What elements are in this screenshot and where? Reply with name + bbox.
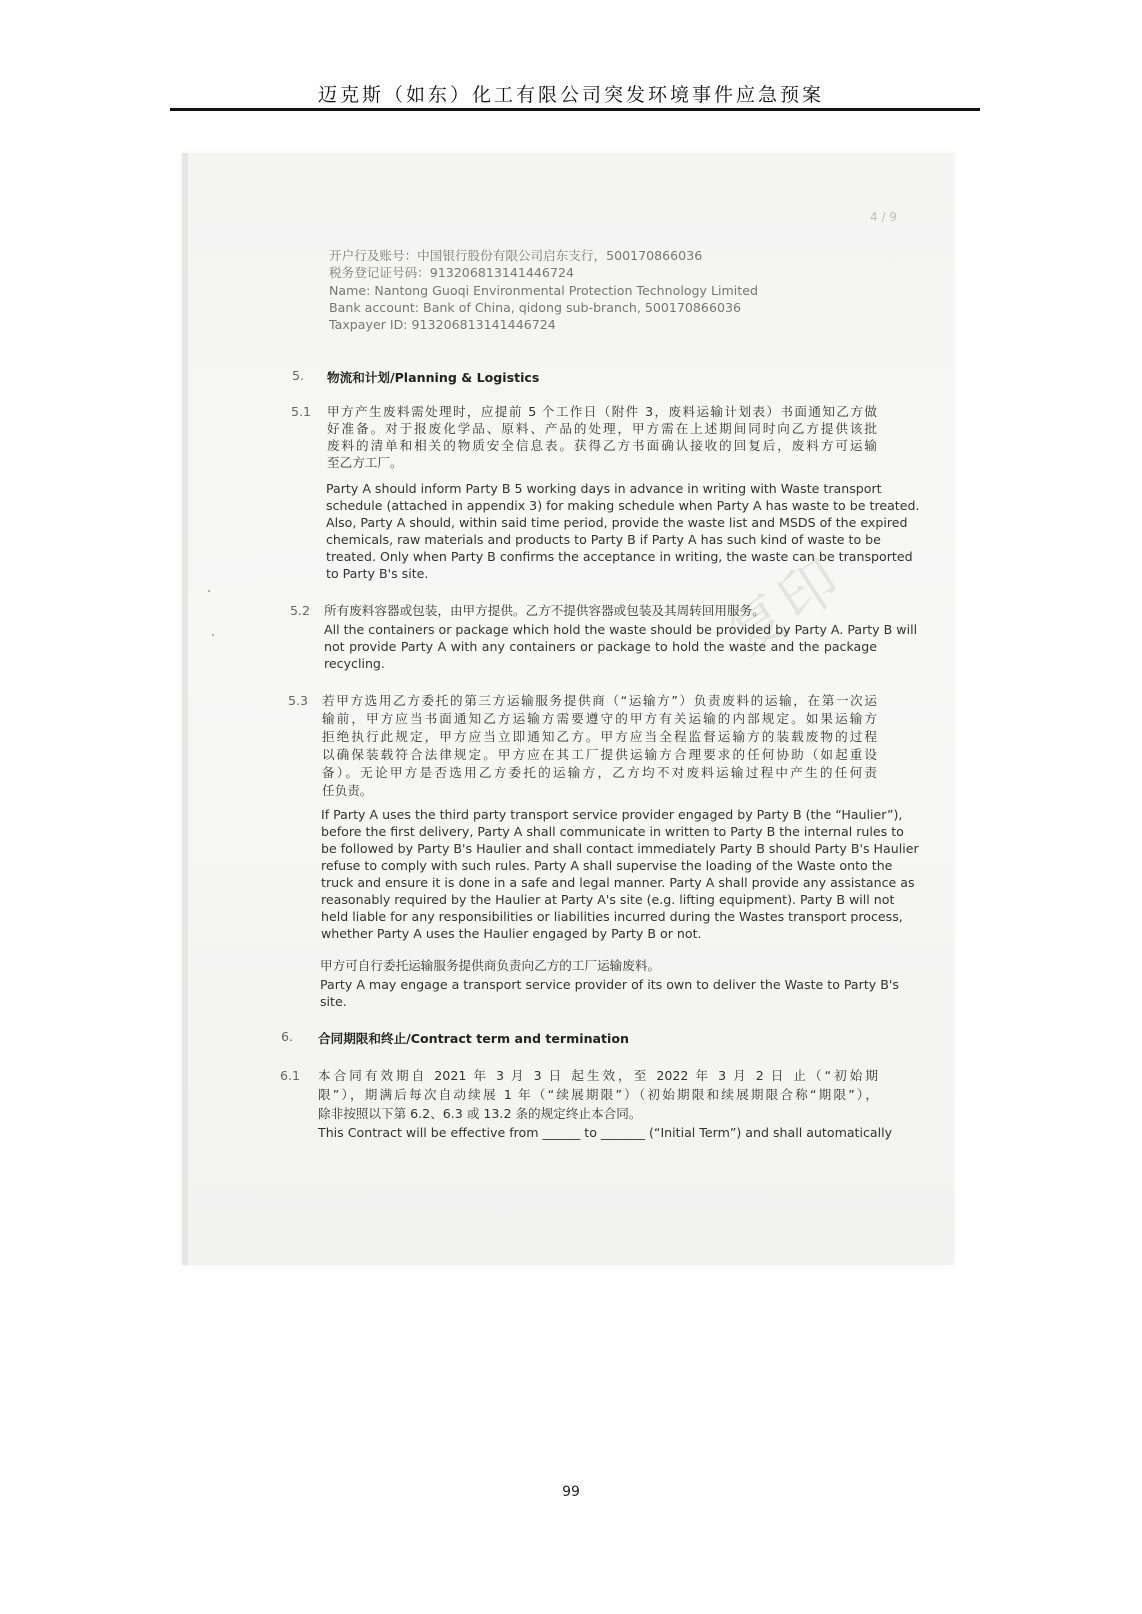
bank-line: 税务登记证号码：913206813141446724 [329,265,574,280]
clause-text-en: before the first delivery, Party A shall communicate in written to Party B the internal rules to [321,824,904,839]
clause-text-en: be followed by Party B's Haulier and shall contact immediately Party B should Party B's Haulier [321,841,919,856]
clause-text-en: refuse to comply with such rules. Party A shall supervise the loading of the Waste onto the [321,858,893,873]
section-heading: 物流和计划/Planning & Logistics [327,370,540,385]
clause-text-en: Party A may engage a transport service provider of its own to deliver the Waste to Party B's [320,977,899,992]
section-number: 6. [281,1029,294,1044]
clause-text-en: recycling. [324,656,385,671]
bank-line: Taxpayer ID: 913206813141446724 [329,317,556,332]
scan-speck [212,634,214,636]
clause-text-en: whether Party A uses the Haulier engaged by Party B or not. [321,926,702,941]
clause-text-en: treated. Only when Party B confirms the acceptance in writing, the waste can be transported [326,549,913,564]
header-rule [170,108,980,111]
section-heading: 合同期限和终止/Contract term and termination [318,1031,629,1046]
clause-text-zh: 除非按照以下第 6.2、6.3 或 13.2 条的规定终止本合同。 [318,1106,642,1121]
watermark: 复印 [714,543,856,669]
clause-text-en: If Party A uses the third party transport service provider engaged by Party B (the “Haulier”), [321,807,903,822]
clause-text-zh: 以确保装载符合法律规定。甲方应在其工厂提供运输方合理要求的任何协助（如起重设 [322,747,877,762]
clause-number: 5.2 [290,603,311,618]
document-header-title: 迈克斯（如东）化工有限公司突发环境事件应急预案 [317,84,824,106]
clause-number: 5.3 [288,693,309,708]
clause-text-zh: 拒绝执行此规定，甲方应当立即通知乙方。甲方应当全程监督运输方的装载废物的过程 [322,729,877,744]
clause-text-zh: 废料的清单和相关的物质安全信息表。获得乙方书面确认接收的回复后，废料方可运输 [327,438,877,453]
clause-text-en: site. [320,994,347,1009]
scan-speck [208,590,210,592]
scan-edge [182,153,188,1265]
clause-text-en: not provide Party A with any containers or package to hold the waste and the package [324,639,877,654]
clause-text-en: truck and ensure it is done in a safe and legal manner. Party A shall provide any assistance as [321,875,915,890]
clause-text-zh: 本合同有效期自 2021 年 3 月 3 日 起生效，至 2022 年 3 月 2 日 止（“初始期 [318,1068,878,1083]
clause-text-zh: 甲方可自行委托运输服务提供商负责向乙方的工厂运输废料。 [320,958,661,973]
clause-text-en: to Party B's site. [326,566,429,581]
clause-text-en: chemicals, raw materials and products to Party B if Party A has such kind of waste to be [326,532,881,547]
clause-text-en: This Contract will be effective from ______ to _______ (“Initial Term”) and shall automatically [318,1125,893,1140]
bank-line: Bank account: Bank of China, qidong sub-branch, 500170866036 [329,300,741,315]
clause-text-en: Party A should inform Party B 5 working days in advance in writing with Waste transport [326,481,882,496]
page-number: 99 [562,1484,580,1500]
clause-text-zh: 好准备。对于报废化学品、原料、产品的处理，甲方需在上述期间同时向乙方提供该批 [327,421,877,436]
page-reference: 4 / 9 [870,210,897,224]
bank-line: Name: Nantong Guoqi Environmental Protection Technology Limited [329,283,758,298]
clause-number: 5.1 [291,404,312,419]
clause-text-en: reasonably required by the Haulier at Party A's site (e.g. lifting equipment). Party B will not [321,892,895,907]
clause-text-zh: 所有废料容器或包装，由甲方提供。乙方不提供容器或包装及其周转回用服务。 [324,603,765,618]
clause-text-zh: 若甲方选用乙方委托的第三方运输服务提供商（“运输方”）负责废料的运输，在第一次运 [322,693,877,708]
section-number: 5. [292,368,305,383]
clause-text-en: held liable for any responsibilities or liabilities incurred during the Wastes transport process, [321,909,903,924]
clause-text-zh: 限”），期满后每次自动续展 1 年（“续展期限”）（初始期限和续展期限合称“期限”）， [318,1087,878,1102]
bank-line: 开户行及账号：中国银行股份有限公司启东支行，500170866036 [329,248,703,263]
clause-text-en: All the containers or package which hold the waste should be provided by Party A. Party B will [324,622,918,637]
clause-text-en: schedule (attached in appendix 3) for making schedule when Party A has waste to be treated. [326,498,920,513]
clause-text-zh: 输前，甲方应当书面通知乙方运输方需要遵守的甲方有关运输的内部规定。如果运输方 [322,711,877,726]
clause-text-zh: 任负责。 [322,783,373,798]
clause-number: 6.1 [280,1068,301,1083]
clause-text-zh: 甲方产生废料需处理时，应提前 5 个工作日（附件 3，废料运输计划表）书面通知乙方做 [327,404,877,419]
clause-text-zh: 至乙方工厂。 [327,455,403,470]
clause-text-zh: 备）。无论甲方是否选用乙方委托的运输方，乙方均不对废料运输过程中产生的任何责 [322,765,877,780]
clause-text-en: Also, Party A should, within said time period, provide the waste list and MSDS of the expired [326,515,908,530]
